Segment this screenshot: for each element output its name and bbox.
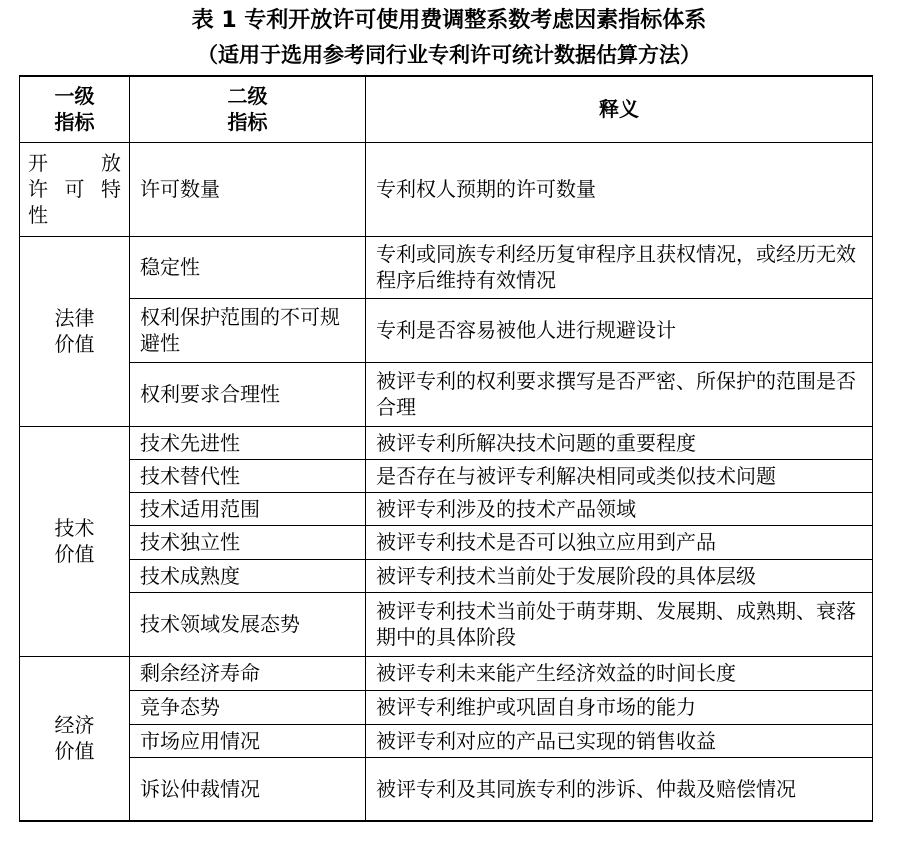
level2-cell: 技术领域发展态势 (130, 592, 366, 656)
level2-cell: 技术先进性 (130, 426, 366, 459)
level1-line: 价值 (54, 739, 95, 764)
meaning-cell: 被评专利的权利要求撰写是否严密、所保护的范围是否合理 (366, 362, 873, 426)
level1-cell (20, 426, 130, 656)
meaning-cell: 被评专利所解决技术问题的重要程度 (366, 426, 873, 459)
table-header-row (20, 76, 873, 142)
table-row (20, 559, 873, 592)
table-row (20, 724, 873, 757)
table-row (20, 362, 873, 426)
level2-cell: 技术独立性 (130, 525, 366, 559)
table-title: 表 1 专利开放许可使用费调整系数考虑因素指标体系 (191, 8, 707, 33)
level1-line: 技术 (54, 516, 95, 540)
level2-cell: 剩余经济寿命 (130, 656, 366, 690)
table-row (20, 492, 873, 525)
header-meaning: 释义 (366, 76, 873, 142)
meaning-cell: 被评专利技术当前处于发展阶段的具体层级 (366, 559, 873, 592)
meaning-cell: 专利是否容易被他人进行规避设计 (366, 298, 873, 362)
header-level2 (130, 76, 366, 142)
table-row (20, 757, 873, 821)
level1-cell (20, 142, 130, 236)
indicator-table (19, 75, 873, 822)
meaning-cell: 专利权人预期的许可数量 (366, 142, 873, 236)
table-subtitle: （适用于选用参考同行业专利许可统计数据估算方法） (197, 43, 701, 67)
meaning-cell: 被评专利对应的产品已实现的销售收益 (366, 724, 873, 757)
meaning-cell: 专利或同族专利经历复审程序且获权情况，或经历无效程序后维持有效情况 (366, 236, 873, 298)
level2-cell: 稳定性 (130, 236, 366, 298)
level1-cell (20, 236, 130, 426)
level2-cell: 技术成熟度 (130, 559, 366, 592)
level1-cell (20, 656, 130, 821)
meaning-cell: 被评专利技术是否可以独立应用到产品 (366, 525, 873, 559)
level1-line: 法律 (54, 306, 95, 330)
table-row (20, 592, 873, 656)
header-level2-line: 指标 (227, 110, 268, 135)
level2-cell: 权利要求合理性 (130, 362, 366, 426)
table-row (20, 426, 873, 459)
level2-cell: 诉讼仲裁情况 (130, 757, 366, 821)
table-row (20, 690, 873, 724)
level1-line: 价值 (54, 542, 95, 566)
table-row (20, 142, 873, 236)
level1-line: 开 放 (28, 151, 121, 175)
table-row (20, 236, 873, 298)
meaning-cell: 是否存在与被评专利解决相同或类似技术问题 (366, 459, 873, 492)
meaning-cell: 被评专利涉及的技术产品领域 (366, 492, 873, 525)
table-row (20, 525, 873, 559)
header-level1 (20, 76, 130, 142)
meaning-cell: 被评专利及其同族专利的涉诉、仲裁及赔偿情况 (366, 757, 873, 821)
header-level1-line: 一级 (54, 84, 95, 109)
table-row (20, 298, 873, 362)
meaning-cell: 被评专利技术当前处于萌芽期、发展期、成熟期、衰落期中的具体阶段 (366, 592, 873, 656)
table-row (20, 459, 873, 492)
meaning-cell: 被评专利维护或巩固自身市场的能力 (366, 690, 873, 724)
level2-cell: 竞争态势 (130, 690, 366, 724)
level2-cell: 技术替代性 (130, 459, 366, 492)
level2-cell: 市场应用情况 (130, 724, 366, 757)
level2-cell: 权利保护范围的不可规避性 (130, 298, 366, 362)
level1-line: 性 (28, 203, 48, 227)
level1-line: 许 可 特 (28, 177, 121, 201)
level1-line: 经济 (54, 713, 95, 738)
header-level1-line: 指标 (54, 110, 95, 135)
header-level2-line: 二级 (227, 84, 268, 109)
level1-line: 价值 (54, 332, 95, 356)
meaning-cell: 被评专利未来能产生经济效益的时间长度 (366, 656, 873, 690)
table-row (20, 656, 873, 690)
level2-cell: 许可数量 (130, 142, 366, 236)
level2-cell: 技术适用范围 (130, 492, 366, 525)
